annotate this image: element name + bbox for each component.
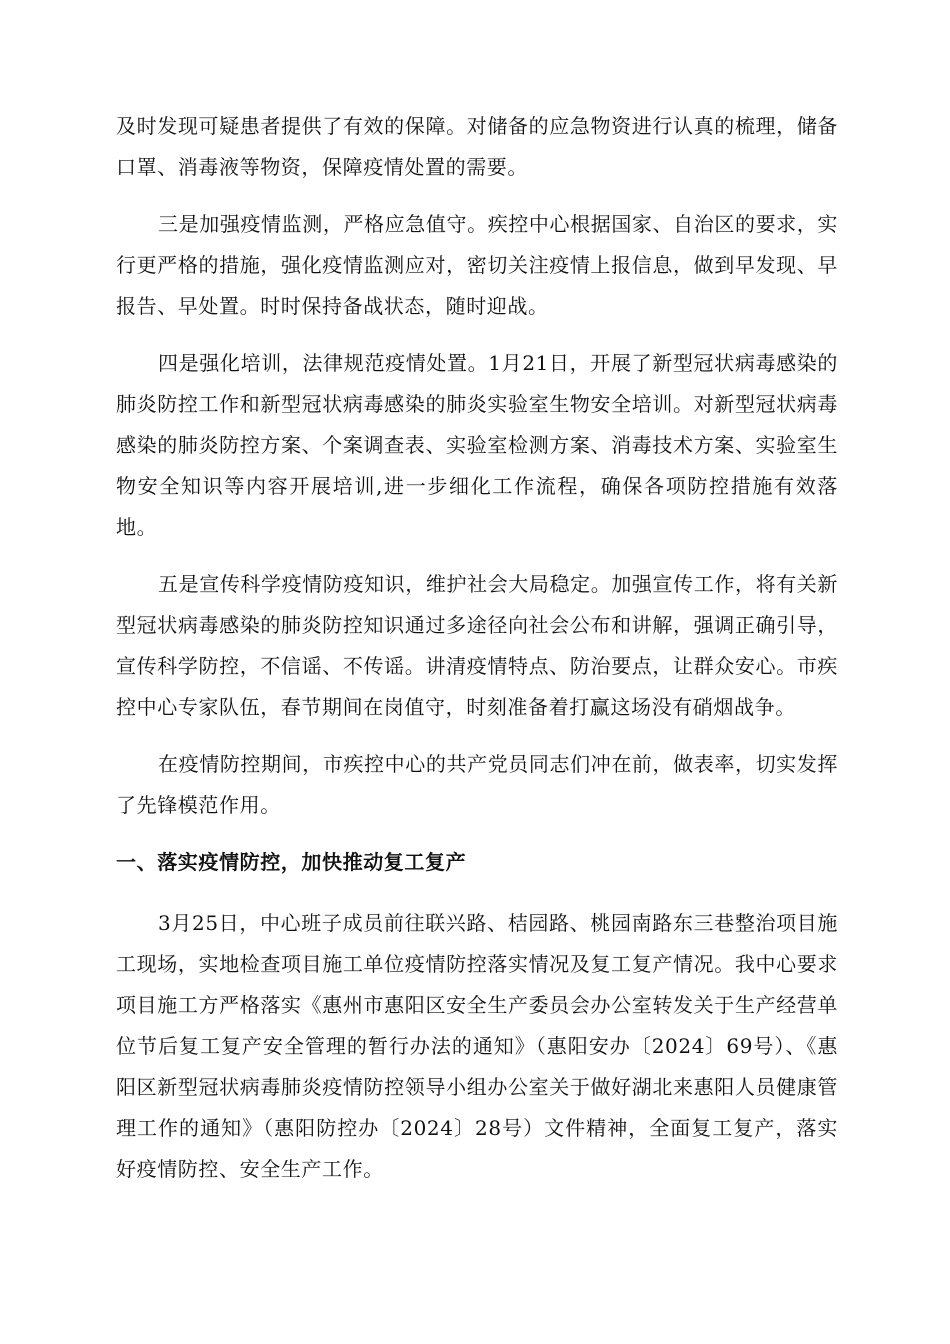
paragraph-training: 四是强化培训，法律规范疫情处置。1月21日，开展了新型冠状病毒感染的肺炎防控工作和新型冠状病毒感染的肺炎实验室生物安全培训。对新型冠状病毒感染的肺炎防控方案、个案调查表、实验室检测方案、消毒技术方案、实验室生物安全知识等内容开展培训,进一步细化工作流程，确保各项防控措施有效落地。 <box>116 351 838 539</box>
paragraph-monitoring: 三是加强疫情监测，严格应急值守。疾控中心根据国家、自治区的要求，实行更严格的措施，强化疫情监测应对，密切关注疫情上报信息，做到早发现、早报告、早处置。时时保持备战状态，随时迎战。 <box>116 212 838 318</box>
paragraph-publicity: 五是宣传科学疫情防疫知识，维护社会大局稳定。加强宣传工作，将有关新型冠状病毒感染的肺炎防控知识通过多途径向社会公布和讲解，强调正确引导，宣传科学防控，不信谣、不传谣。讲清疫情特点、防治要点，让群众安心。市疾控中心专家队伍，春节期间在岗值守，时刻准备着打赢这场没有硝烟战争。 <box>116 572 838 719</box>
document-page <box>116 106 838 1206</box>
paragraph-continuation: 及时发现可疑患者提供了有效的保障。对储备的应急物资进行认真的梳理，储备口罩、消毒液等物资，保障疫情处置的需要。 <box>116 114 838 179</box>
section-heading: 一、落实疫情防控，加快推动复工复产 <box>116 850 467 874</box>
paragraph-party-members: 在疫情防控期间，市疾控中心的共产党员同志们冲在前，做表率，切实发挥了先锋模范作用。 <box>116 752 838 817</box>
paragraph-work-resumption: 3月25日，中心班子成员前往联兴路、桔园路、桃园南路东三巷整治项目施工现场，实地检查项目施工单位疫情防控落实情况及复工复产情况。我中心要求项目施工方严格落实《惠州市惠阳区安全生产委员会办公室转发关于生产经营单位节后复工复产安全管理的暂行办法的通知》（惠阳安办〔2024〕69号）、《惠阳区新型冠状病毒肺炎疫情防控领导小组办公室关于做好湖北来惠阳人员健康管理工作的通知》（惠阳防控办〔2024〕28号）文件精神，全面复工复产，落实好疫情防控、安全生产工作。 <box>116 911 838 1181</box>
